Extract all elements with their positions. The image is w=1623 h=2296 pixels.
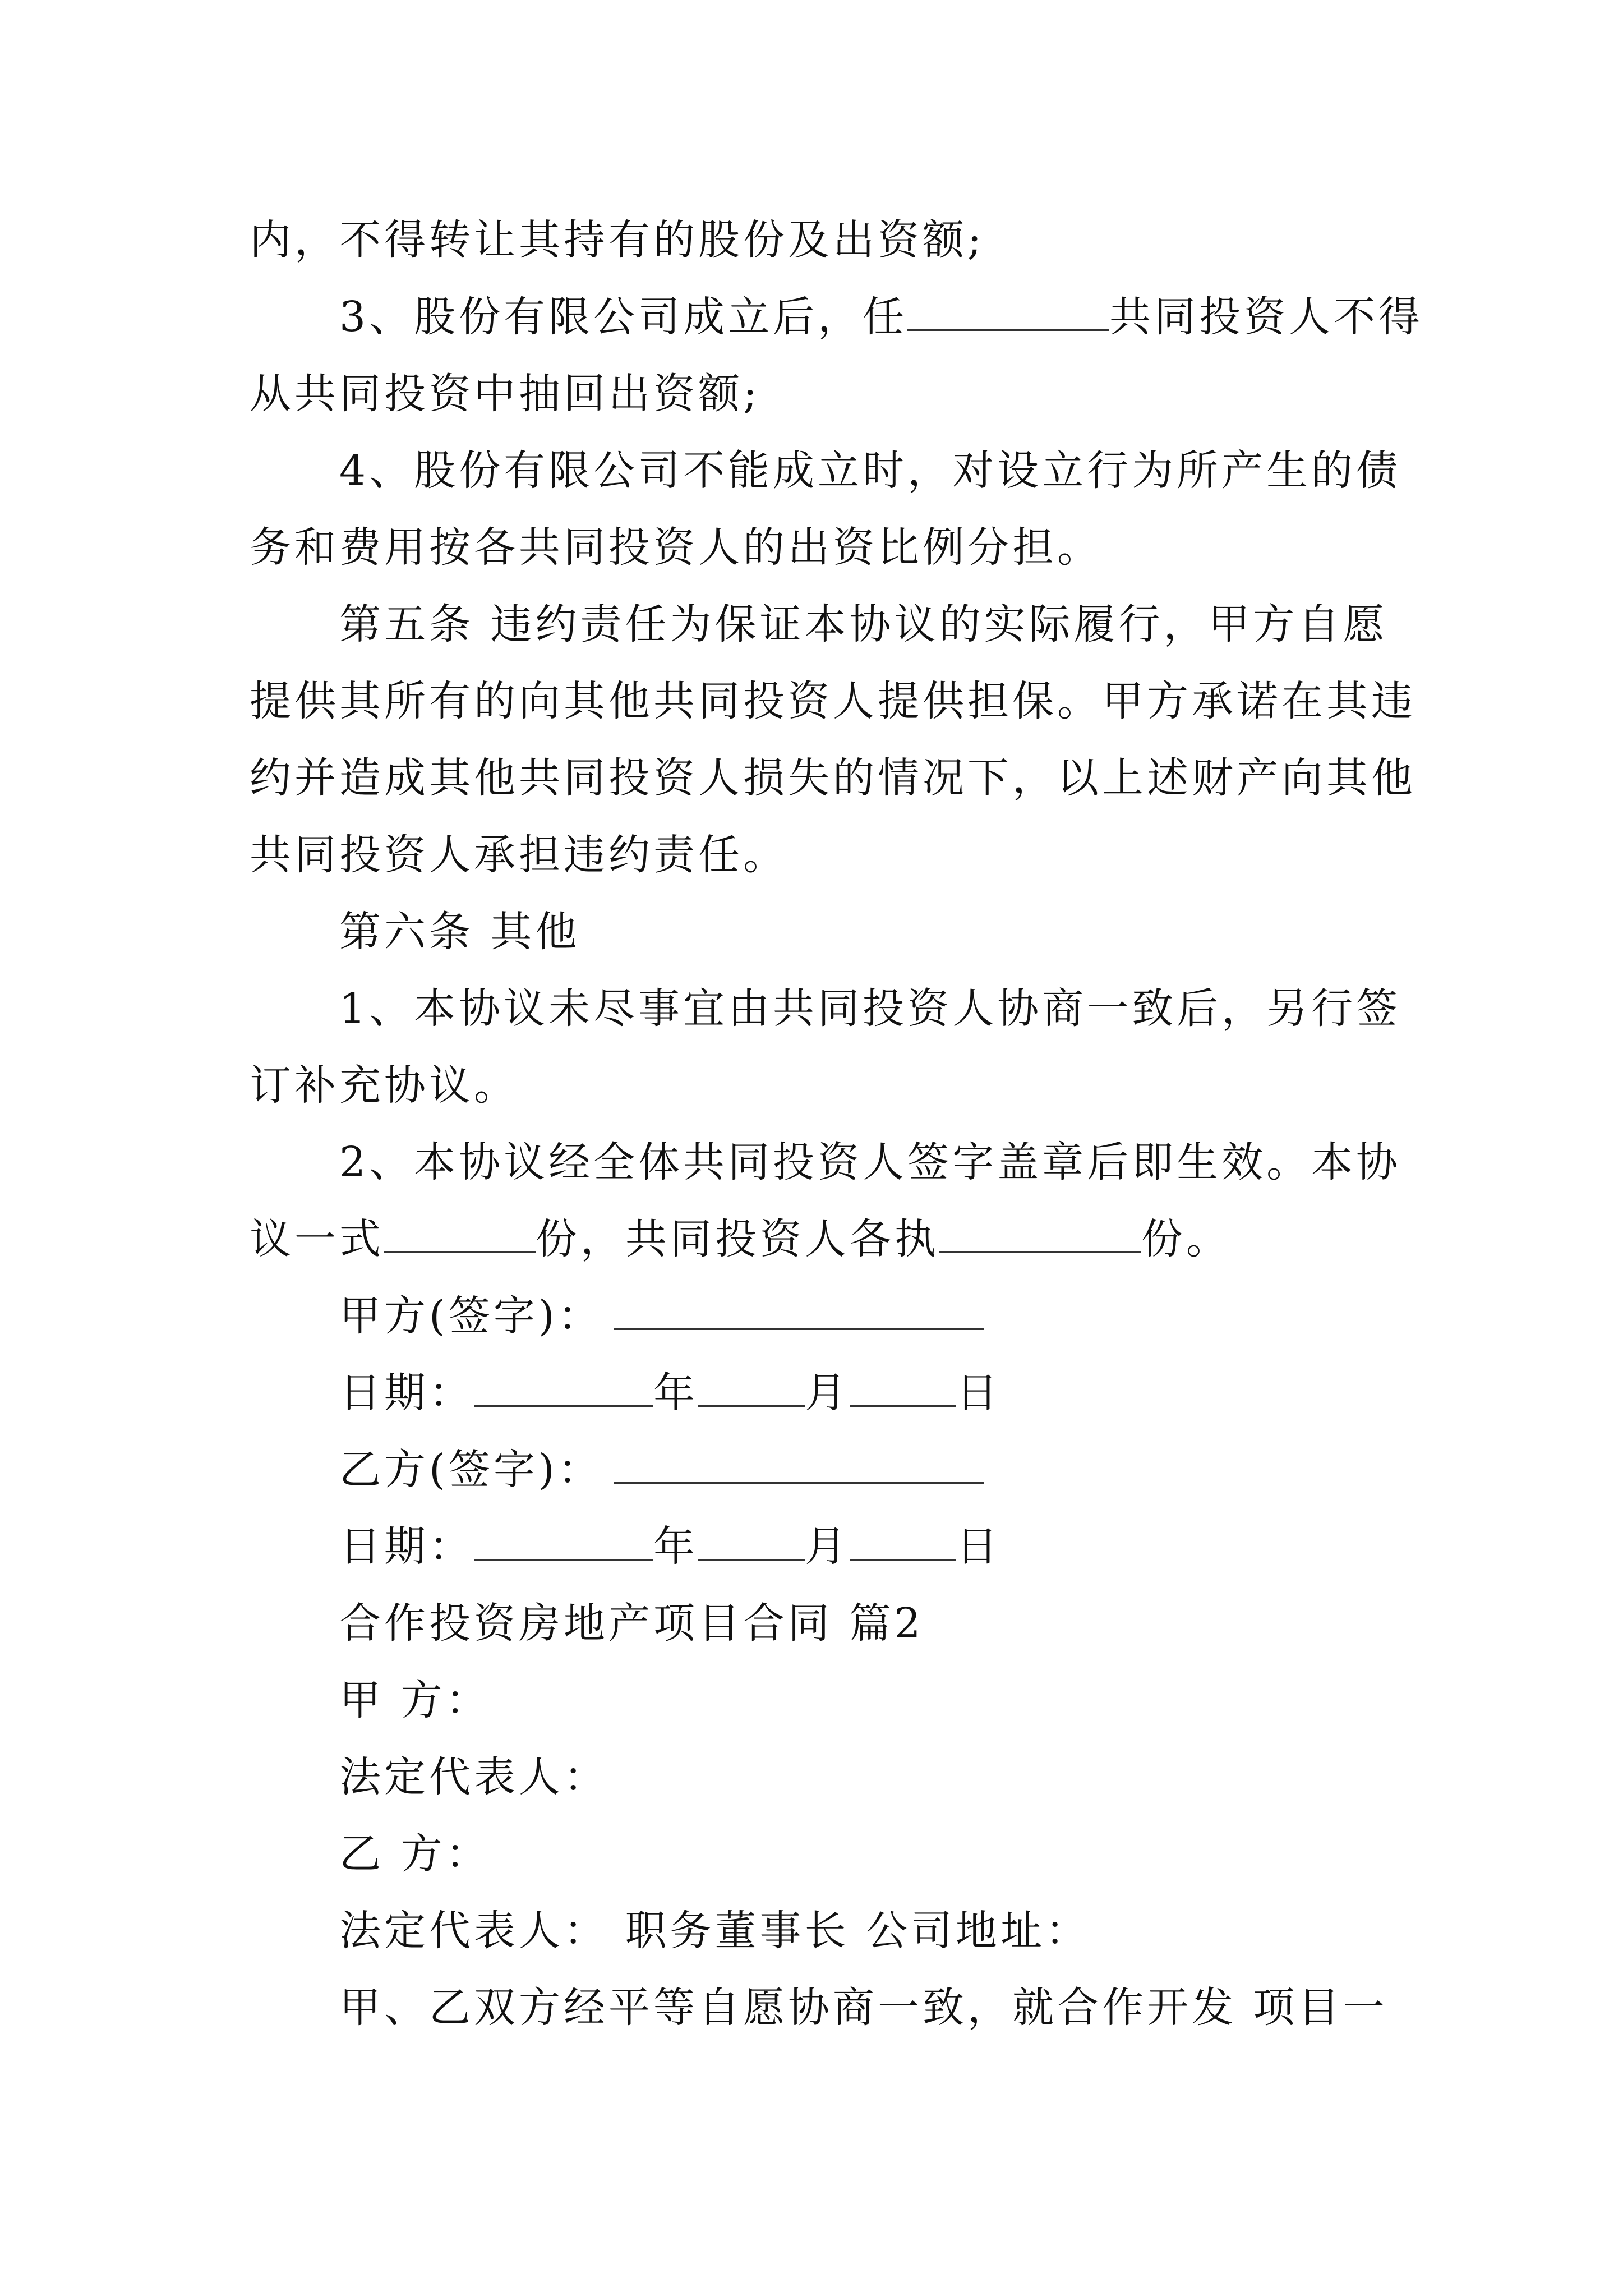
signature-b-field (614, 1443, 984, 1484)
day-label: 日 (956, 1522, 1001, 1571)
signature-b-line (250, 1432, 1377, 1508)
signature-b-label: 乙方(签字)： (339, 1446, 603, 1494)
clause-3-text: 3、股份有限公司成立后，任 (339, 293, 908, 341)
party-b-label: 乙 方： (339, 1830, 491, 1878)
party-a-label: 甲 方： (339, 1676, 491, 1724)
day-label: 日 (956, 1369, 1001, 1417)
paragraph-line: 从共同投资中抽回出资额; (250, 370, 760, 418)
paragraph-line: 约并造成其他共同投资人损失的情况下，以上述财产向其他 (250, 754, 1416, 802)
blank-copies-each (939, 1212, 1141, 1253)
copies-text: 议一式 (250, 1215, 384, 1263)
clause-6-2-line: 2、本协议经全体共同投资人签字盖章后即生效。本协 (339, 1138, 1401, 1186)
clause-3-text-cont: 共同投资人不得 (1109, 293, 1424, 341)
signature-a-label: 甲方(签字)： (339, 1292, 603, 1340)
section-title: 合作投资房地产项目合同 篇2 (339, 1599, 924, 1648)
signature-a-line (250, 1278, 1377, 1355)
blank-investor-field (907, 290, 1109, 331)
article-6-heading: 第六条 其他 (339, 908, 580, 956)
paragraph-line: 共同投资人承担违约责任。 (250, 831, 788, 879)
copies-text-mid: 份，共同投资人各执 (536, 1215, 939, 1263)
copies-line (250, 1201, 1377, 1278)
blank-month (698, 1366, 805, 1407)
copies-text-end: 份。 (1141, 1215, 1231, 1263)
date-label: 日期： (339, 1369, 474, 1417)
month-label: 月 (805, 1522, 850, 1571)
paragraph-line: 务和费用按各共同投资人的出资比例分担。 (250, 523, 1102, 572)
blank-day (850, 1366, 956, 1407)
date-label: 日期： (339, 1522, 474, 1571)
blank-year (474, 1520, 653, 1561)
clause-3-line (250, 279, 1424, 356)
blank-copies-total (384, 1212, 536, 1253)
legal-rep-label: 法定代表人： (339, 1753, 608, 1801)
year-label: 年 (653, 1369, 698, 1417)
paragraph-line: 内，不得转让其持有的股份及出资额; (250, 216, 985, 264)
signature-a-field (614, 1289, 984, 1330)
paragraph-line: 订补充协议。 (250, 1061, 519, 1110)
month-label: 月 (805, 1369, 850, 1417)
year-label: 年 (653, 1522, 698, 1571)
date-a-line (250, 1355, 1377, 1432)
paragraph-line: 提供其所有的向其他共同投资人提供担保。甲方承诺在其违 (250, 677, 1416, 725)
clause-4-line: 4、股份有限公司不能成立时，对设立行为所产生的债 (339, 447, 1401, 495)
blank-month (698, 1520, 805, 1561)
blank-day (850, 1520, 956, 1561)
clause-6-1-line: 1、本协议未尽事宜由共同投资人协商一致后，另行签 (339, 984, 1401, 1033)
document-body (250, 202, 1424, 2046)
article-5-heading: 第五条 违约责任为保证本协议的实际履行，甲方自愿 (339, 600, 1388, 648)
date-b-line (250, 1508, 1377, 1585)
legal-rep-details: 法定代表人： 职务董事长 公司地址： (339, 1907, 1091, 1955)
blank-year (474, 1366, 653, 1407)
agreement-intro-line: 甲、乙双方经平等自愿协商一致，就合作开发 项目一 (339, 1984, 1388, 2032)
